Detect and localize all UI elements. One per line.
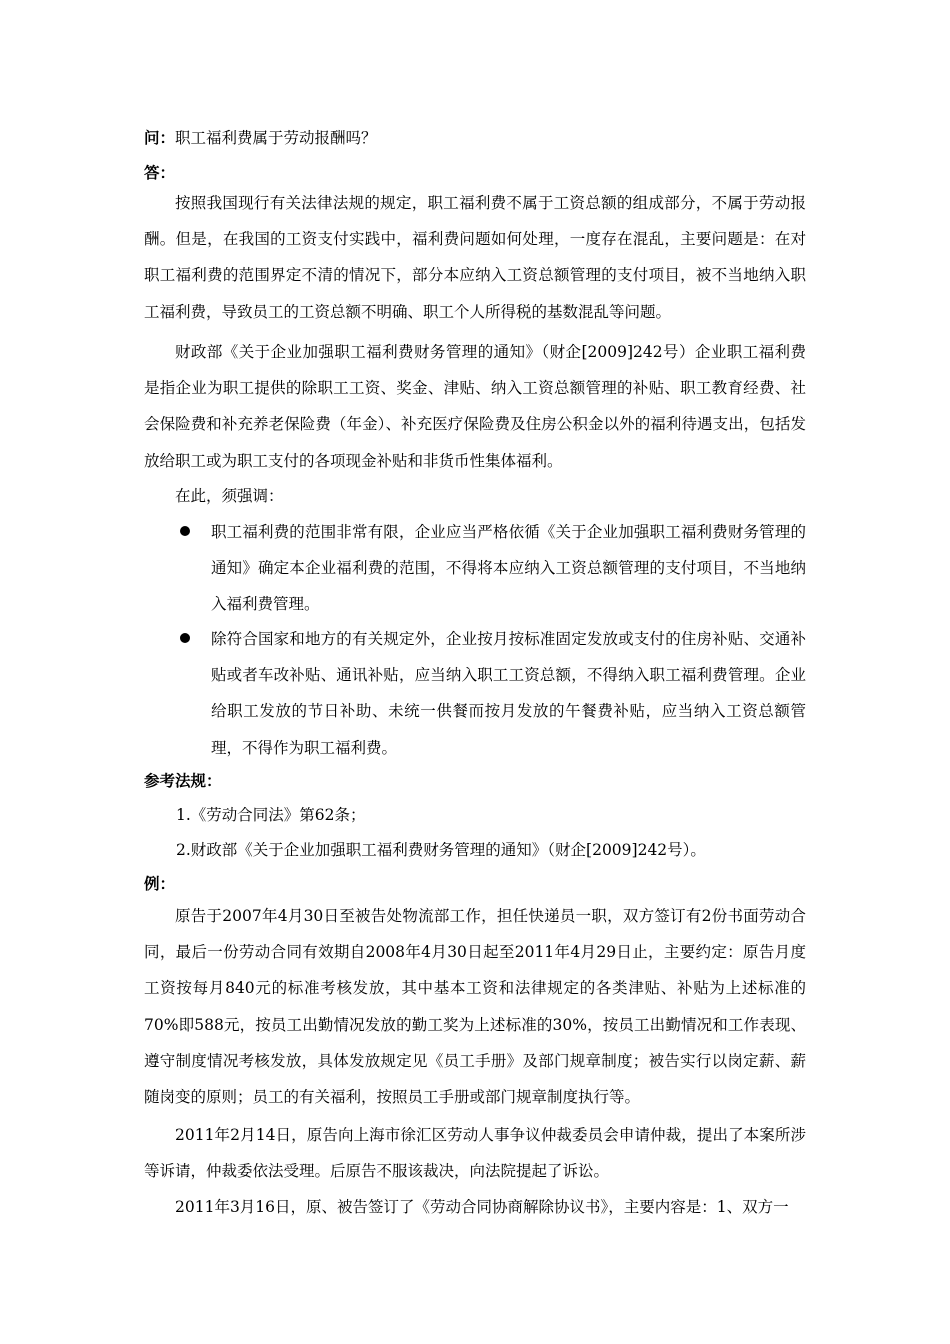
- bullet-text-2: 除符合国家和地方的有关规定外，企业按月按标准固定发放或支付的住房补贴、交通补贴或者车改补贴、通讯补贴，应当纳入职工工资总额，不得纳入职工福利费管理。企业给职工发放的节日补助、未统一供餐而按月发放的午餐费补贴，应当纳入工资总额管理，不得作为职工福利费。: [211, 630, 806, 757]
- example-paragraph-3: 2011年3月16日，原、被告签订了《劳动合同协商解除协议书》，主要内容是：1、双方一: [175, 1198, 789, 1216]
- bullet-item-2: [180, 621, 806, 766]
- references-label: 参考法规：: [144, 771, 222, 790]
- bullet-icon: [180, 526, 190, 536]
- reference-item-2: 2.财政部《关于企业加强职工福利费财务管理的通知》（财企[2009]242号）。: [176, 841, 706, 859]
- answer-paragraph-3: 在此，须强调：: [175, 487, 284, 505]
- bullet-text-1: 职工福利费的范围非常有限，企业应当严格依循《关于企业加强职工福利费财务管理的通知》确定本企业福利费的范围，不得将本应纳入工资总额管理的支付项目，不当地纳入福利费管理。: [211, 523, 806, 614]
- example-paragraph-2: 2011年2月14日，原告向上海市徐汇区劳动人事争议仲裁委员会申请仲裁，提出了本案所涉等诉请，仲裁委依法受理。后原告不服该裁决，向法院提起了诉讼。: [144, 1126, 806, 1181]
- answer-paragraph-1: 按照我国现行有关法律法规的规定，职工福利费不属于工资总额的组成部分，不属于劳动报酬。但是，在我国的工资支付实践中，福利费问题如何处理，一度存在混乱，主要问题是：在对职工福利费的范围界定不清的情况下，部分本应纳入工资总额管理的支付项目，被不当地纳入职工福利费，导致员工的工资总额不明确、职工个人所得税的基数混乱等问题。: [144, 194, 806, 321]
- answer-label: 答：: [144, 163, 176, 182]
- question-text: 职工福利费属于劳动报酬吗？: [175, 129, 377, 147]
- question-line: [144, 128, 377, 148]
- example-label: 例：: [144, 874, 176, 893]
- example-paragraph-1: 原告于2007年4月30日至被告处物流部工作，担任快递员一职，双方签订有2份书面劳动合同，最后一份劳动合同有效期自2008年4月30日起至2011年4月29日止，主要约定：原告月度工资按每月840元的标准考核发放，其中基本工资和法律规定的各类津贴、补贴为上述标准的70%即588元，按员工出勤情况发放的勤工奖为上述标准的30%，按员工出勤情况和工作表现、遵守制度情况考核发放，具体发放规定见《员工手册》及部门规章制度；被告实行以岗定薪、薪随岗变的原则；员工的有关福利，按照员工手册或部门规章制度执行等。: [144, 907, 806, 1107]
- bullet-item-1: [180, 514, 806, 623]
- question-label: 问：: [144, 128, 176, 147]
- bullet-icon: [180, 633, 190, 643]
- answer-paragraph-2: 财政部《关于企业加强职工福利费财务管理的通知》（财企[2009]242号）企业职工福利费是指企业为职工提供的除职工工资、奖金、津贴、纳入工资总额管理的补贴、职工教育经费、社会保险费和补充养老保险费（年金）、补充医疗保险费及住房公积金以外的福利待遇支出，包括发放给职工或为职工支付的各项现金补贴和非货币性集体福利。: [144, 343, 806, 470]
- reference-item-1: 1.《劳动合同法》第62条；: [176, 806, 366, 824]
